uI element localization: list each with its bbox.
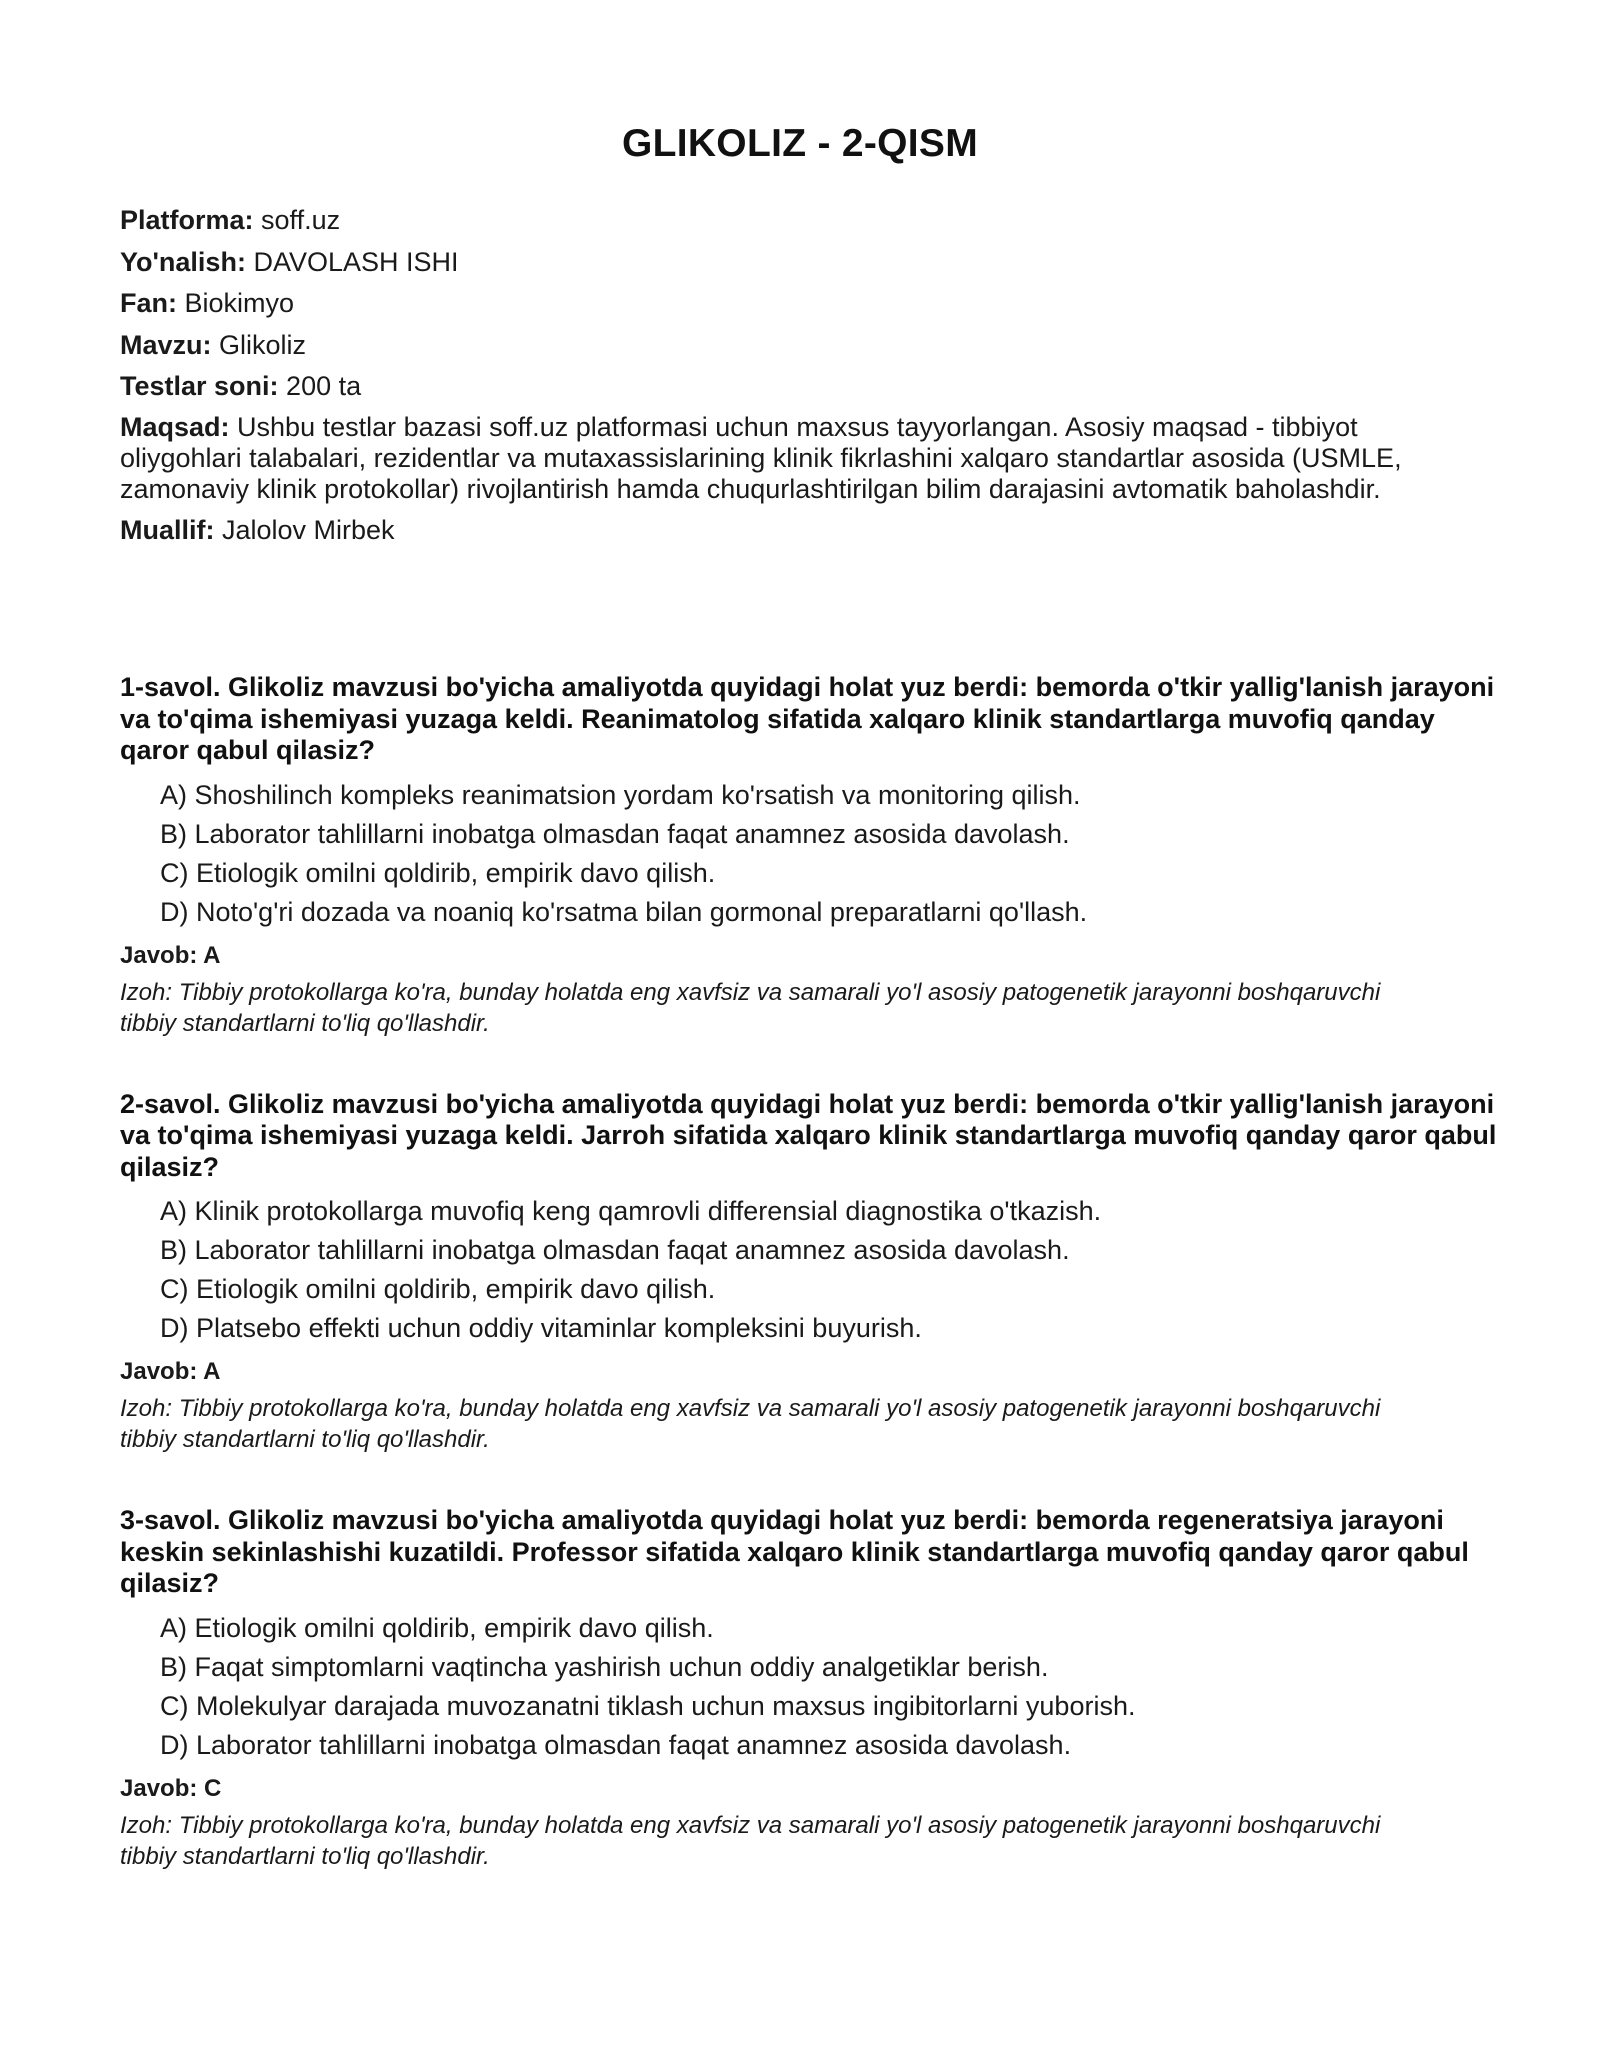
question-2 <box>120 1089 1500 1456</box>
option-b: B) Laborator tahlillarni inobatga olmasdan faqat anamnez asosida davolash. <box>160 818 1070 849</box>
option-a: A) Etiologik omilni qoldirib, empirik davo qilish. <box>160 1612 714 1643</box>
question-text: 2-savol. Glikoliz mavzusi bo'yicha amaliyotda quyidagi holat yuz berdi: bemorda o'tkir yallig'lanish jarayoni va to'qima ishemiyasi yuzaga keldi. Jarroh sifatida xalqaro klinik standartlarga muvofiq qanday qaror qabul qilasiz? <box>120 1088 1497 1182</box>
option-b: B) Laborator tahlillarni inobatga olmasdan faqat anamnez asosida davolash. <box>160 1235 1070 1265</box>
meta-subject <box>120 287 1480 319</box>
answer-options <box>160 1613 1500 1761</box>
meta-test-count <box>120 370 1480 402</box>
option-a: A) Shoshilinch kompleks reanimatsion yordam ko'rsatish va monitoring qilish. <box>160 779 1081 810</box>
meta-platform <box>120 204 1480 236</box>
meta-label: Yo'nalish: <box>120 246 246 277</box>
meta-value: Glikoliz <box>211 329 307 360</box>
question-1 <box>120 672 1500 1039</box>
meta-value: soff.uz <box>253 205 341 235</box>
option-c: C) Molekulyar darajada muvozanatni tiklash uchun maxsus ingibitorlarni yuborish. <box>160 1690 1136 1721</box>
meta-direction <box>120 246 1480 278</box>
meta-label: Maqsad: <box>120 411 230 442</box>
answer-key: Javob: A <box>120 941 221 969</box>
meta-purpose <box>120 412 1480 505</box>
option-d: D) Noto'g'ri dozada va noaniq ko'rsatma bilan gormonal preparatlarni qo'llash. <box>160 896 1088 927</box>
meta-value: Jalolov Mirbek <box>214 515 395 545</box>
meta-value: DAVOLASH ISHI <box>245 246 459 277</box>
meta-topic <box>120 329 1480 361</box>
document-title: GLIKOLIZ - 2-QISM <box>621 122 979 165</box>
question-text: 1-savol. Glikoliz mavzusi bo'yicha amaliyotda quyidagi holat yuz berdi: bemorda o'tkir yallig'lanish jarayoni va to'qima ishemiyasi yuzaga keldi. Reanimatolog sifatida xalqaro klinik standartlarga muvofiq qanday qaror qabul qilasiz? <box>120 672 1495 765</box>
option-c: C) Etiologik omilni qoldirib, empirik davo qilish. <box>160 1274 716 1304</box>
meta-label: Muallif: <box>120 515 215 545</box>
answer-options <box>160 780 1500 928</box>
answer-key: Javob: C <box>120 1774 222 1802</box>
answer-key: Javob: A <box>120 1358 221 1385</box>
answer-explanation: Izoh: Tibbiy protokollarga ko'ra, bunday holatda eng xavfsiz va samarali yo'l asosiy patogenetik jarayonni boshqaruvchi tibbiy standartlarni to'liq qo'llashdir. <box>120 1395 1381 1453</box>
question-list <box>120 672 1500 1922</box>
option-c: C) Etiologik omilni qoldirib, empirik davo qilish. <box>160 857 716 888</box>
meta-label: Platforma: <box>120 205 254 235</box>
meta-value: 200 ta <box>278 371 362 401</box>
option-a: A) Klinik protokollarga muvofiq keng qamrovli differensial diagnostika o'tkazish. <box>160 1196 1102 1226</box>
answer-explanation: Izoh: Tibbiy protokollarga ko'ra, bunday holatda eng xavfsiz va samarali yo'l asosiy patogenetik jarayonni boshqaruvchi tibbiy standartlarni to'liq qo'llashdir. <box>120 1811 1381 1870</box>
option-d: D) Laborator tahlillarni inobatga olmasdan faqat anamnez asosida davolash. <box>160 1729 1072 1760</box>
question-3 <box>120 1505 1500 1872</box>
meta-label: Testlar soni: <box>120 371 279 401</box>
option-b: B) Faqat simptomlarni vaqtincha yashirish uchun oddiy analgetiklar berish. <box>160 1651 1049 1682</box>
meta-value: Ushbu testlar bazasi soff.uz platformasi uchun maxsus tayyorlangan. Asosiy maqsad - tibbiyot oliygohlari talabalari, rezidentlar va mutaxassislarining klinik fikrlashini xalqaro standartlar asosida (USMLE, zamonaviy klinik protokollar) rivojlantirish hamda chuqurlashtirilgan bilim darajasini avtomatik baholashdir. <box>120 411 1402 504</box>
meta-label: Fan: <box>120 288 177 318</box>
question-text: 3-savol. Glikoliz mavzusi bo'yicha amaliyotda quyidagi holat yuz berdi: bemorda regeneratsiya jarayoni keskin sekinlashishi kuzatildi. Professor sifatida xalqaro klinik standartlarga muvofiq qanday qaror qabul qilasiz? <box>120 1505 1469 1598</box>
meta-author <box>120 514 1480 546</box>
answer-explanation: Izoh: Tibbiy protokollarga ko'ra, bunday holatda eng xavfsiz va samarali yo'l asosiy patogenetik jarayonni boshqaruvchi tibbiy standartlarni to'liq qo'llashdir. <box>120 978 1381 1037</box>
document-metadata <box>120 204 1480 556</box>
option-d: D) Platsebo effekti uchun oddiy vitaminlar kompleksini buyurish. <box>160 1313 922 1343</box>
meta-value: Biokimyo <box>177 288 295 318</box>
answer-options <box>160 1196 1500 1344</box>
meta-label: Mavzu: <box>120 329 212 360</box>
